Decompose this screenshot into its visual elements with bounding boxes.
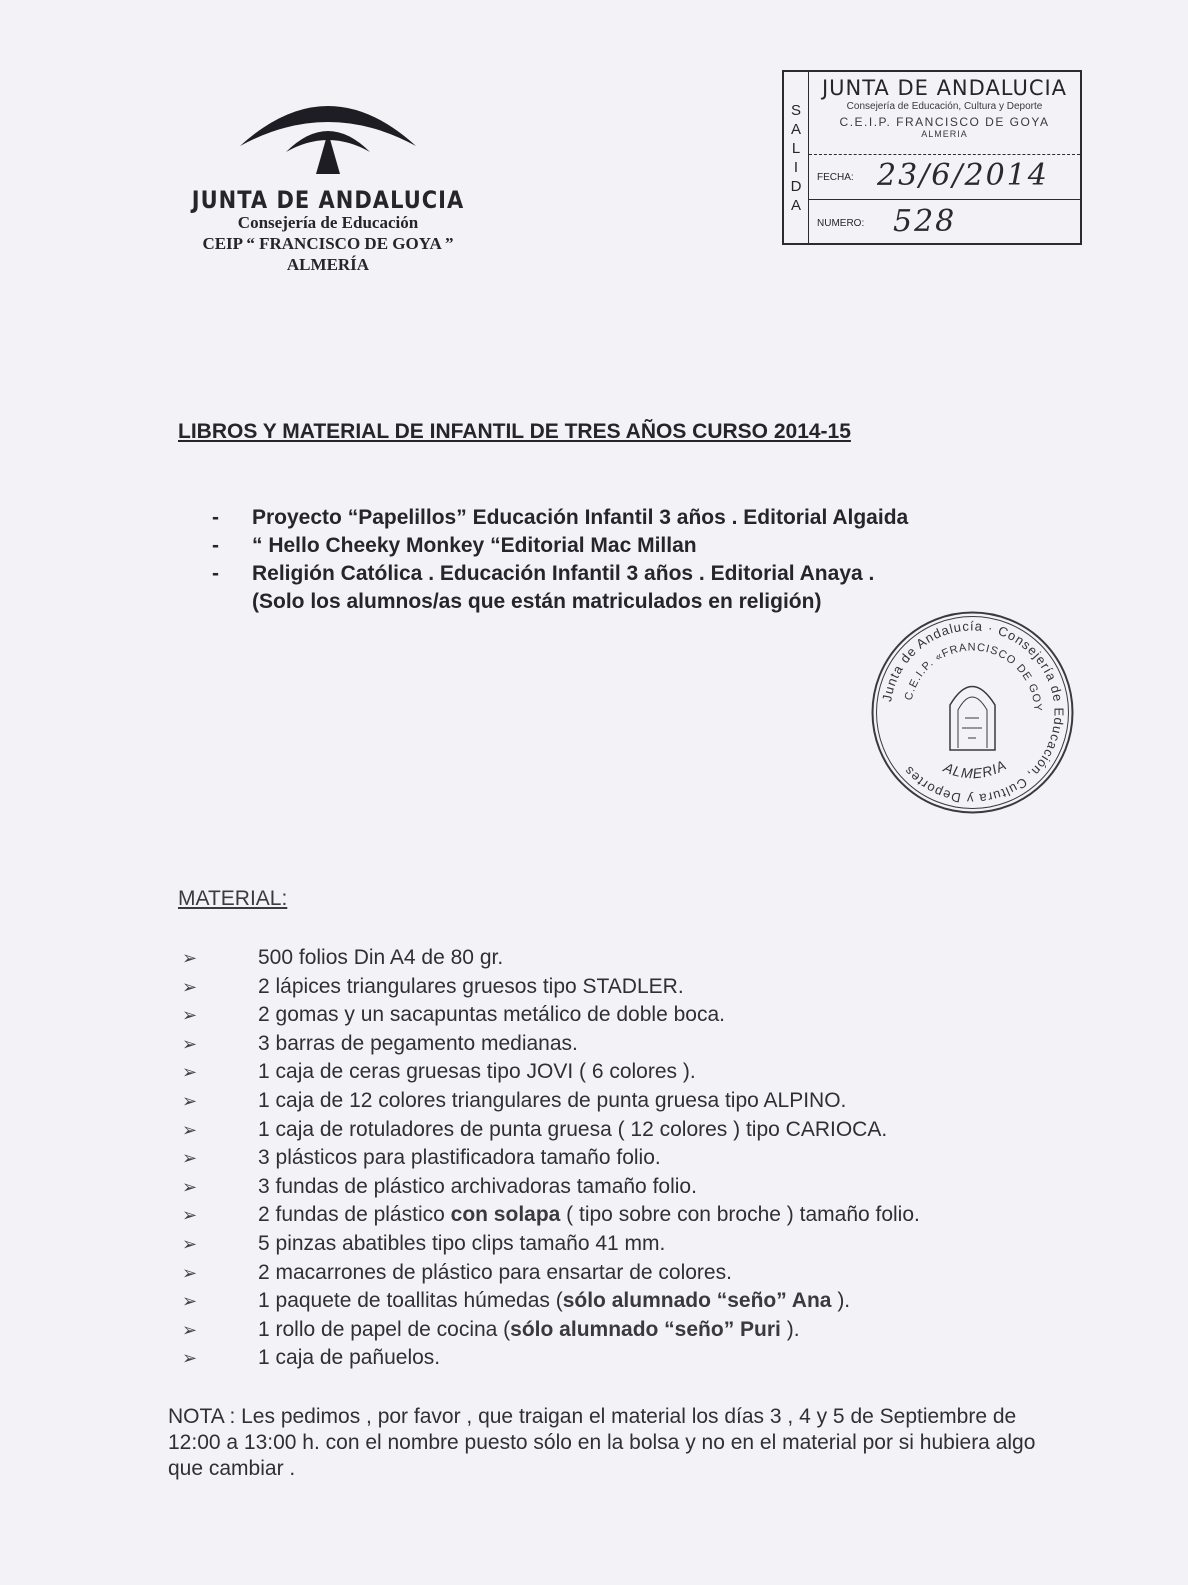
document-title: LIBROS Y MATERIAL DE INFANTIL DE TRES AÑOS CURSO 2014-15 — [178, 420, 851, 443]
svg-text:ALMERIA — [940, 756, 1009, 781]
material-emphasis: con solapa — [450, 1203, 561, 1227]
date-value: 23/6/2014 — [877, 158, 1049, 193]
book-text: “ Hello Cheeky Monkey “Editorial Mac Millan — [252, 534, 697, 557]
registry-department: Consejería de Educación, Cultura y Deporte — [846, 101, 1043, 112]
list-item — [182, 973, 920, 1002]
list-item — [182, 944, 920, 973]
material-text: 3 barras de pegamento medianas. — [258, 1031, 578, 1055]
material-text: 1 caja de rotuladores de punta gruesa ( 12 colores ) tipo CARIOCA. — [258, 1117, 888, 1141]
list-item — [212, 560, 908, 588]
arrow-bullet-icon: ➢ — [182, 948, 198, 968]
arrow-bullet-icon: ➢ — [182, 1148, 198, 1169]
registry-stamp — [782, 70, 1082, 245]
material-text: ). — [780, 1317, 800, 1341]
seal-bottom-text: ALMERIA — [941, 756, 1010, 782]
arrow-bullet-icon: ➢ — [182, 1176, 198, 1197]
list-item — [182, 1116, 920, 1145]
note-paragraph: NOTA : Les pedimos , por favor , que traigan el material los días 3 , 4 y 5 de Septiembre de 12:00 a 13:00 h. con el nombre puesto sólo en la bolsa y no en el material por si hubiera algo que cambiar . — [168, 1405, 1036, 1480]
material-text: 3 plásticos para plastificadora tamaño folio. — [258, 1146, 661, 1170]
material-text: 1 caja de pañuelos. — [258, 1346, 441, 1370]
side-letter: D — [790, 177, 802, 195]
list-item — [182, 1287, 920, 1316]
header-logo-block — [178, 88, 478, 275]
arrow-bullet-icon: ➢ — [182, 1319, 198, 1340]
seal-outer-text: Junta de Andalucía · Consejería de Educación, Cultura y Deportes — [879, 618, 1067, 807]
registry-side-label — [784, 72, 809, 243]
number-value: 528 — [893, 204, 957, 239]
number-label: NUMERO: — [817, 218, 865, 229]
side-letter: S — [790, 101, 801, 119]
arrow-bullet-icon: ➢ — [182, 1062, 198, 1083]
list-item — [212, 588, 908, 616]
arrow-bullet-icon: ➢ — [182, 1348, 198, 1369]
material-text: 500 folios Din A4 de 80 gr. — [258, 946, 504, 969]
dash-bullet: - — [212, 506, 219, 529]
dash-bullet: - — [212, 534, 219, 557]
registry-org-name: JUNTA DE ANDALUCIA — [821, 76, 1068, 100]
city-name: ALMERÍA — [286, 255, 370, 274]
books-list — [212, 504, 908, 616]
arrow-bullet-icon: ➢ — [182, 1291, 198, 1312]
arrow-bullet-icon: ➢ — [182, 1233, 198, 1254]
material-text: 1 caja de 12 colores triangulares de punta gruesa tipo ALPINO. — [258, 1088, 847, 1112]
school-seal — [870, 610, 1075, 820]
material-emphasis: sólo alumnado “seño” Ana — [562, 1289, 832, 1313]
list-item — [182, 1058, 920, 1087]
list-item — [182, 1173, 920, 1202]
date-label: FECHA: — [817, 172, 854, 183]
material-heading: MATERIAL: — [178, 887, 288, 910]
arrow-bullet-icon: ➢ — [182, 1033, 198, 1054]
registry-date-row — [809, 154, 1080, 200]
list-item — [212, 504, 908, 532]
side-letter: A — [790, 120, 801, 138]
material-text: 1 caja de ceras gruesas tipo JOVI ( 6 colores ). — [258, 1060, 696, 1084]
org-name: JUNTA DE ANDALUCIA — [191, 186, 465, 214]
material-text: 1 rollo de papel de cocina ( — [258, 1317, 511, 1341]
books-note: (Solo los alumnos/as que están matriculados en religión) — [252, 590, 822, 613]
side-letter: A — [790, 196, 801, 214]
registry-header — [809, 72, 1080, 155]
dash-bullet: - — [212, 562, 219, 585]
list-item — [182, 1001, 920, 1030]
registry-city: ALMERIA — [921, 129, 968, 139]
material-text: 2 macarrones de plástico para ensartar de colores. — [258, 1260, 732, 1284]
list-item — [182, 1259, 920, 1288]
list-item — [182, 1230, 920, 1259]
material-text: 1 paquete de toallitas húmedas ( — [258, 1289, 563, 1313]
arrow-bullet-icon: ➢ — [182, 1005, 198, 1026]
arrow-bullet-icon: ➢ — [182, 1119, 198, 1140]
materials-list — [182, 944, 920, 1373]
side-letter: I — [793, 158, 799, 176]
school-name: CEIP “ FRANCISCO DE GOYA ” — [202, 234, 454, 253]
department-name: Consejería de Educación — [237, 213, 419, 232]
material-text: ). — [831, 1289, 851, 1313]
list-item — [182, 1144, 920, 1173]
list-item — [182, 1201, 920, 1230]
arrow-bullet-icon: ➢ — [182, 976, 198, 997]
seal-inner-text: C.E.I.P. «FRANCISCO DE GOY — [902, 641, 1044, 712]
side-letter: L — [791, 139, 801, 157]
book-text: Religión Católica . Educación Infantil 3 años . Editorial Anaya . — [252, 562, 875, 585]
list-item — [182, 1344, 920, 1373]
list-item — [182, 1316, 920, 1345]
book-text: Proyecto “Papelillos” Educación Infantil 3 años . Editorial Algaida — [252, 506, 909, 529]
school-seal-stamp-icon — [870, 610, 1075, 815]
material-text: ( tipo sobre con broche ) tamaño folio. — [560, 1203, 920, 1227]
list-item — [182, 1087, 920, 1116]
junta-andalucia-logo-icon — [228, 88, 428, 180]
list-item — [212, 532, 908, 560]
material-emphasis: sólo alumnado “seño” Puri — [510, 1317, 781, 1341]
list-item — [182, 1030, 920, 1059]
registry-number-row — [809, 200, 1080, 246]
material-text: 2 gomas y un sacapuntas metálico de doble boca. — [258, 1003, 725, 1027]
material-text: 5 pinzas abatibles tipo clips tamaño 41 mm. — [258, 1231, 666, 1255]
material-text: 3 fundas de plástico archivadoras tamaño folio. — [258, 1174, 697, 1198]
material-text: 2 fundas de plástico — [258, 1203, 451, 1227]
arrow-bullet-icon: ➢ — [182, 1262, 198, 1283]
arrow-bullet-icon: ➢ — [182, 1205, 198, 1226]
registry-school: C.E.I.P. FRANCISCO DE GOYA — [839, 115, 1050, 129]
arrow-bullet-icon: ➢ — [182, 1090, 198, 1111]
material-text: 2 lápices triangulares gruesos tipo STADLER. — [258, 974, 684, 998]
